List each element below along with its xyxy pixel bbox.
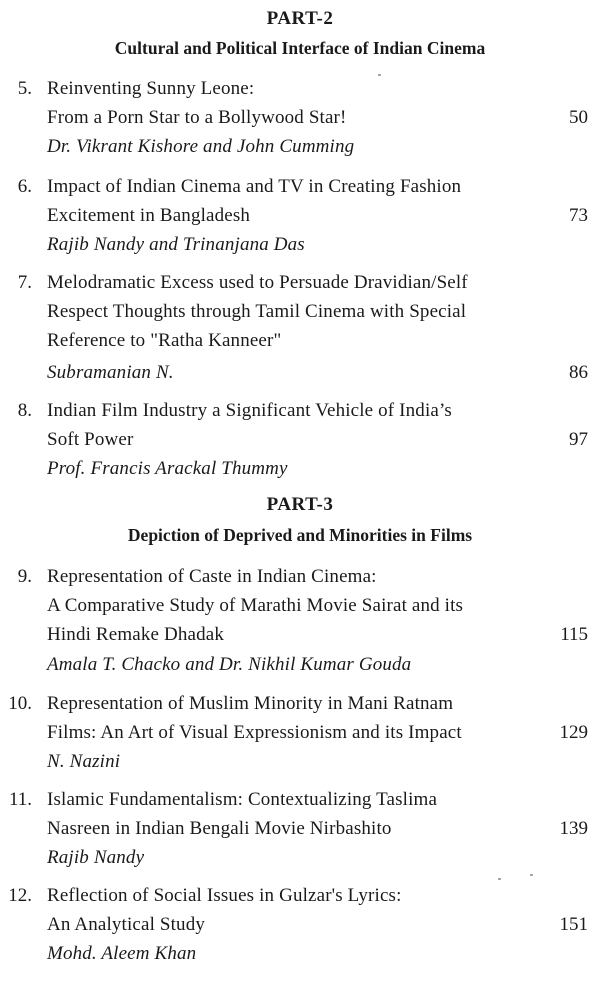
part2-label: PART-2: [266, 8, 334, 29]
part3-title: Depiction of Deprived and Minorities in Films: [127, 525, 473, 545]
entry-title-line: Islamic Fundamentalism: Contextualizing Taslima: [47, 789, 438, 810]
entry-title-line: From a Porn Star to a Bollywood Star!: [47, 107, 347, 128]
entry-title-line: An Analytical Study: [47, 914, 206, 935]
entry-title-line: Soft Power: [47, 429, 134, 450]
scan-speck: [378, 74, 381, 76]
entry-title-line: Representation of Caste in Indian Cinema:: [47, 566, 377, 587]
scan-speck: [498, 878, 501, 880]
entry-number: 7.: [17, 272, 32, 293]
entry-author: Rajib Nandy and Trinanjana Das: [47, 234, 305, 255]
entry-author: Dr. Vikrant Kishore and John Cumming: [47, 136, 355, 157]
entry-title-line: Melodramatic Excess used to Persuade Dravidian/Self: [47, 272, 468, 293]
entry-author: Mohd. Aleem Khan: [47, 943, 197, 964]
entry-page-number: 73: [569, 205, 588, 226]
entry-title-line: Impact of Indian Cinema and TV in Creating Fashion: [47, 176, 462, 197]
entry-title-line: Nasreen in Indian Bengali Movie Nirbashito: [47, 818, 392, 839]
entry-title-line: A Comparative Study of Marathi Movie Sairat and its: [47, 595, 464, 616]
entry-page-number: 97: [569, 429, 588, 450]
entry-title-line: Films: An Art of Visual Expressionism and its Impact: [47, 722, 462, 743]
entry-title-line: Indian Film Industry a Significant Vehicle of India’s: [47, 400, 452, 421]
entry-author: Subramanian N.: [47, 362, 174, 383]
entry-number: 8.: [17, 400, 32, 421]
entry-number: 6.: [17, 176, 32, 197]
entry-author: N. Nazini: [47, 751, 121, 772]
scan-speck: [530, 874, 533, 876]
entry-page-number: 151: [559, 914, 588, 935]
part2-title: Cultural and Political Interface of Indian Cinema: [114, 38, 486, 58]
entry-number: 9.: [17, 566, 32, 587]
entry-title-line: Respect Thoughts through Tamil Cinema with Special: [47, 301, 467, 322]
entry-title-line: Reference to "Ratha Kanneer": [47, 330, 282, 351]
entry-page-number: 129: [559, 722, 588, 743]
entry-page-number: 86: [569, 362, 588, 383]
entry-title-line: Reflection of Social Issues in Gulzar's Lyrics:: [47, 885, 402, 906]
entry-page-number: 50: [569, 107, 588, 128]
entry-number: 10.: [8, 693, 32, 714]
entry-author: Amala T. Chacko and Dr. Nikhil Kumar Gouda: [47, 654, 412, 675]
part3-label: PART-3: [266, 494, 334, 515]
entry-number: 5.: [17, 78, 32, 99]
entry-author: Rajib Nandy: [47, 847, 145, 868]
entry-number: 12.: [8, 885, 32, 906]
entry-number: 11.: [8, 789, 32, 810]
entry-title-line: Hindi Remake Dhadak: [47, 624, 224, 645]
entry-page-number: 115: [560, 624, 588, 645]
entry-author: Prof. Francis Arackal Thummy: [47, 458, 288, 479]
entry-title-line: Excitement in Bangladesh: [47, 205, 251, 226]
entry-page-number: 139: [559, 818, 588, 839]
entry-title-line: Reinventing Sunny Leone:: [47, 78, 255, 99]
entry-title-line: Representation of Muslim Minority in Mani Ratnam: [47, 693, 454, 714]
